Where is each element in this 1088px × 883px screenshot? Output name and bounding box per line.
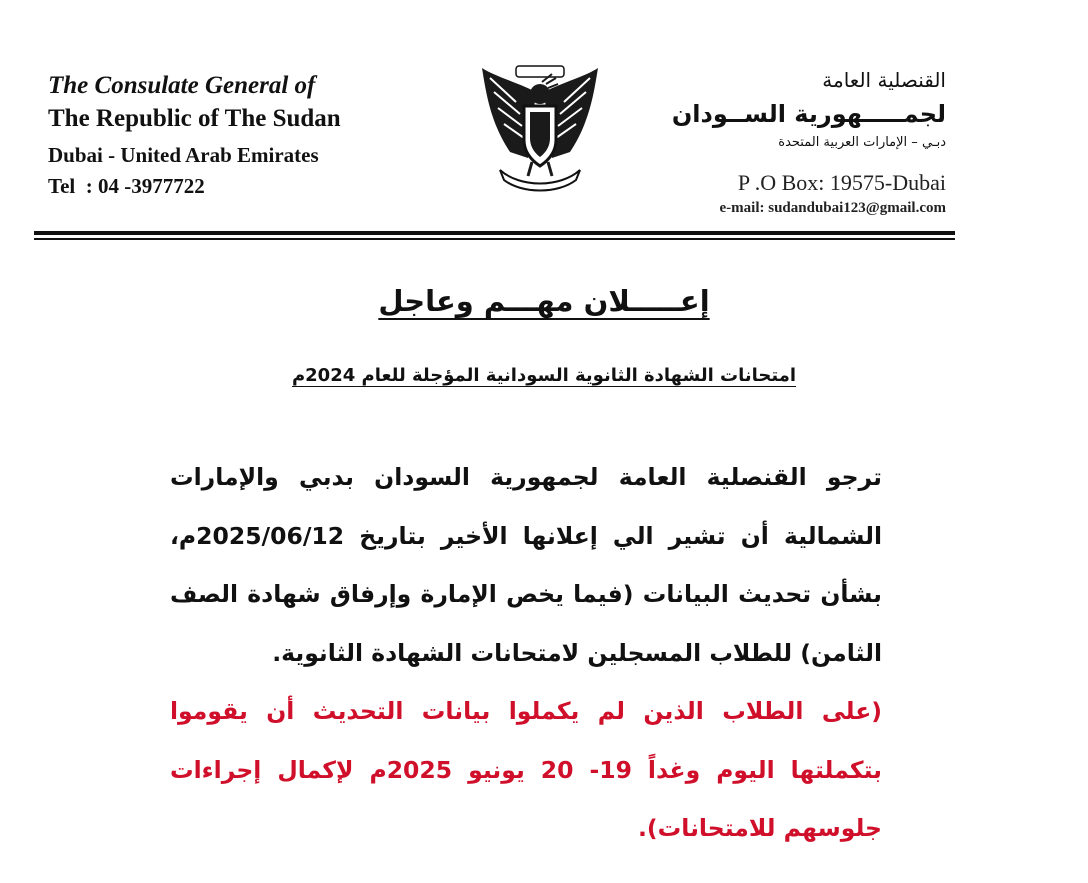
- announcement-subtitle: [0, 365, 1088, 386]
- email-address: e-mail: sudandubai123@gmail.com: [719, 200, 946, 216]
- po-box: P .O Box: 19575-Dubai: [737, 170, 946, 195]
- telephone: Tel : 04 -3977722: [48, 174, 205, 198]
- body-paragraph: ترجو القنصلية العامة لجمهورية السودان بدبي والإمارات الشمالية أن تشير الي إعلانها الأخير بتاريخ 2025/06/12م، بشأن تحديث البيانات (فيما يخص الإمارة وإرفاق شهادة الصف الثامن) للطلاب المسجلين لامتحانات الشهادة الثانوية.: [170, 463, 882, 667]
- republic-name-ar: لجمـــــهورية الســودان: [671, 100, 946, 128]
- sudan-emblem-icon: [476, 62, 604, 192]
- announcement-title-text: إعـــــلان مهـــم وعاجل: [378, 284, 710, 318]
- location-ar: دبـي – الإمارات العربية المتحدة: [778, 135, 946, 150]
- header-divider-thin: [34, 238, 955, 240]
- republic-name-en: The Republic of The Sudan: [48, 105, 341, 132]
- announcement-subtitle-text: امتحانات الشهادة الثانوية السودانية المؤجلة للعام 2024م: [291, 365, 797, 386]
- location-en: Dubai - United Arab Emirates: [48, 143, 319, 167]
- urgent-notice-paragraph: (على الطلاب الذين لم يكملوا بيانات التحديث أن يقوموا بتكملتها اليوم وغداً 19- 20 يونيو 2025م لإكمال إجراءات جلوسهم للامتحانات).: [170, 697, 882, 842]
- header-divider-thick: [34, 231, 955, 235]
- consulate-general-ar: القنصلية العامة: [822, 68, 946, 92]
- consulate-general-en: The Consulate General of: [48, 72, 316, 99]
- english-letterhead: [48, 70, 341, 200]
- announcement-title: [0, 284, 1088, 318]
- arabic-letterhead: [672, 64, 946, 154]
- announcement-body: [170, 448, 882, 858]
